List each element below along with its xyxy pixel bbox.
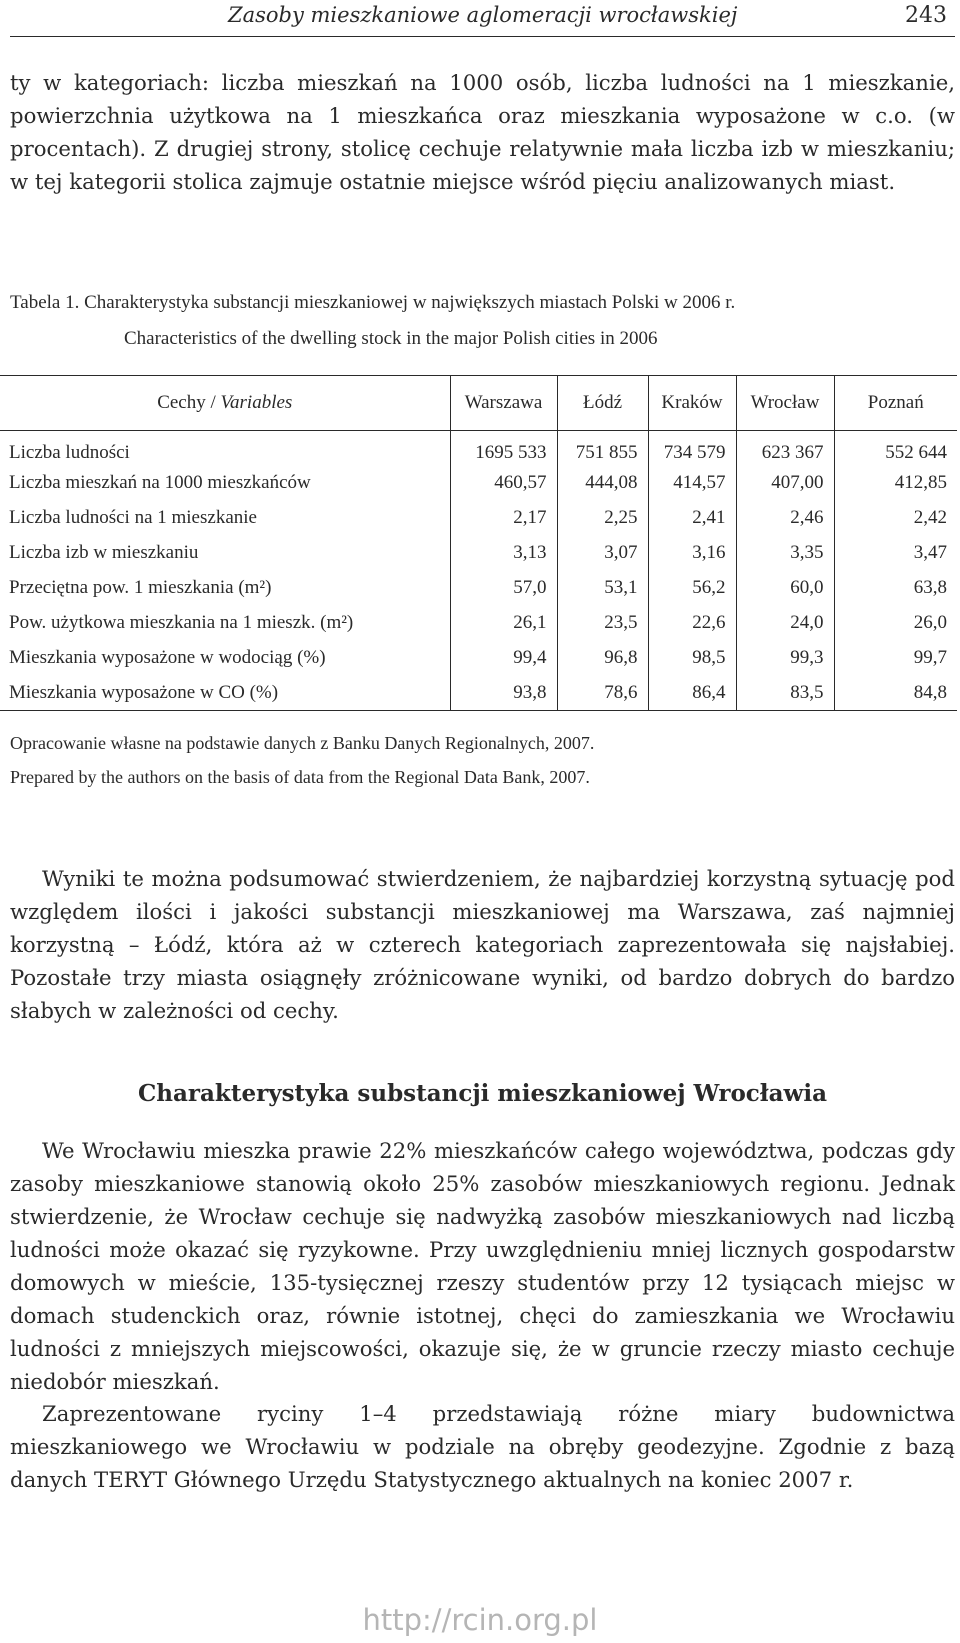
cell-value: 1695 533	[450, 431, 557, 466]
cell-value: 93,8	[450, 676, 557, 711]
row-label: Mieszkania wyposażone w CO (%)	[9, 681, 279, 703]
table-caption-en: Characteristics of the dwelling stock in the major Polish cities in 2006	[124, 328, 658, 349]
header-lodz: Łódź	[557, 376, 648, 431]
row-label: Liczba izb w mieszkaniu	[9, 542, 199, 563]
cell-value: 444,08	[557, 466, 648, 501]
running-title: Zasoby mieszkaniowe aglomeracji wrocławskiej	[228, 3, 738, 27]
cell-value: 26,0	[834, 606, 957, 641]
cell-value: 2,25	[557, 501, 648, 536]
paragraph-figures: Zaprezentowane ryciny 1–4 przedstawiają różne miary budownictwa mieszkaniowego we Wrocławiu w podziale na obręby geodezyjne. Zgodnie z bazą danych TERYT Głównego Urzędu Statystycznego aktualnych na koniec 2007 r.	[10, 1401, 955, 1492]
cell-value: 407,00	[736, 466, 834, 501]
table-row	[0, 501, 957, 536]
section-heading: Charakterystyka substancji mieszkaniowej Wrocławia	[137, 1080, 827, 1107]
cell-value: 3,47	[834, 536, 957, 571]
row-label: Przeciętna pow. 1 mieszkania (m²)	[9, 577, 272, 598]
cell-value: 83,5	[736, 676, 834, 711]
table-header-row	[0, 376, 957, 431]
table-row	[0, 466, 957, 501]
cell-value: 460,57	[450, 466, 557, 501]
cell-value: 751 855	[557, 431, 648, 466]
cell-value: 78,6	[557, 676, 648, 711]
header-variables: Cechy / Variables	[0, 376, 450, 431]
cell-value: 23,5	[557, 606, 648, 641]
cell-value: 22,6	[648, 606, 736, 641]
header-poznan: Poznań	[834, 376, 957, 431]
cell-value: 57,0	[450, 571, 557, 606]
cell-value: 84,8	[834, 676, 957, 711]
source-note-en: Prepared by the authors on the basis of data from the Regional Data Bank, 2007.	[10, 767, 590, 787]
cell-value: 734 579	[648, 431, 736, 466]
cell-value: 2,41	[648, 501, 736, 536]
row-label: Liczba ludności na 1 mieszkanie	[9, 507, 257, 528]
cell-value: 414,57	[648, 466, 736, 501]
table-row	[0, 606, 957, 641]
cell-value: 56,2	[648, 571, 736, 606]
row-label: Liczba mieszkań na 1000 mieszkańców	[9, 472, 311, 493]
cell-value: 63,8	[834, 571, 957, 606]
cell-value: 99,3	[736, 641, 834, 676]
cell-value: 2,46	[736, 501, 834, 536]
table-row	[0, 536, 957, 571]
table-row	[0, 431, 957, 466]
row-label: Liczba ludności	[9, 442, 130, 464]
watermark-url: http://rcin.org.pl	[362, 1603, 598, 1637]
row-label: Mieszkania wyposażone w wodociąg (%)	[9, 647, 326, 668]
cell-value: 60,0	[736, 571, 834, 606]
cell-value: 86,4	[648, 676, 736, 711]
running-head	[10, 0, 955, 37]
cell-value: 26,1	[450, 606, 557, 641]
cell-value: 3,16	[648, 536, 736, 571]
table-row	[0, 571, 957, 606]
cell-value: 2,42	[834, 501, 957, 536]
table-row	[0, 676, 957, 711]
cell-value: 53,1	[557, 571, 648, 606]
dwelling-stock-table	[0, 375, 957, 711]
cell-value: 3,13	[450, 536, 557, 571]
row-label: Pow. użytkowa mieszkania na 1 mieszk. (m²)	[9, 612, 354, 633]
cell-value: 2,17	[450, 501, 557, 536]
paragraph-summary: Wyniki te można podsumować stwierdzeniem, że najbardziej korzystną sytuację pod względem ilości i jakości substancji mieszkaniowej ma Warszawa, zaś najmniej korzystną – Łódź, która aż w czterech kategoriach zaprezentowała się najsłabiej. Pozostałe trzy miasta osiągnęły zróżnicowane wyniki, od bardzo dobrych do bardzo słabych w zależności od cechy.	[10, 866, 955, 1023]
table-row	[0, 641, 957, 676]
cell-value: 24,0	[736, 606, 834, 641]
paragraph-intro: ty w kategoriach: liczba mieszkań na 1000 osób, liczba ludności na 1 mieszkanie, powierzchnia użytkowa na 1 mieszkańca oraz mieszkania wyposażone w c.o. (w procentach). Z drugiej strony, stolicę cechuje relatywnie mała liczba izb w mieszkaniu; w tej kategorii stolica zajmuje ostatnie miejsce wśród pięciu analizowanych miast.	[10, 70, 955, 194]
cell-value: 99,7	[834, 641, 957, 676]
cell-value: 98,5	[648, 641, 736, 676]
header-wroclaw: Wrocław	[736, 376, 834, 431]
cell-value: 552 644	[834, 431, 957, 466]
cell-value: 3,35	[736, 536, 834, 571]
cell-value: 623 367	[736, 431, 834, 466]
cell-value: 96,8	[557, 641, 648, 676]
paragraph-wroclaw: We Wrocławiu mieszka prawie 22% mieszkańców całego województwa, podczas gdy zasoby mieszkaniowe stanowią około 25% zasobów mieszkaniowych regionu. Jednak stwierdzenie, że Wrocław cechuje się nadwyżką zasobów mieszkaniowych nad liczbą ludności może okazać się ryzykowne. Przy uwzględnieniu mniej licznych gospodarstw domowych w mieście, 135-tysięcznej rzeszy studentów przy 12 tysiącach miejsc w domach studenckich oraz, równie istotnej, chęci do zamieszkania we Wrocławiu ludności z mniejszych miejscowości, okazuje się, że w gruncie rzeczy miasto cechuje niedobór mieszkań.	[10, 1138, 955, 1394]
header-warszawa: Warszawa	[450, 376, 557, 431]
page-number: 243	[905, 3, 947, 28]
cell-value: 99,4	[450, 641, 557, 676]
cell-value: 412,85	[834, 466, 957, 501]
table-caption-pl: Tabela 1. Charakterystyka substancji mieszkaniowej w największych miastach Polski w 2006 r.	[10, 292, 736, 313]
header-krakow: Kraków	[648, 376, 736, 431]
cell-value: 3,07	[557, 536, 648, 571]
source-note-pl: Opracowanie własne na podstawie danych z Banku Danych Regionalnych, 2007.	[10, 733, 595, 753]
